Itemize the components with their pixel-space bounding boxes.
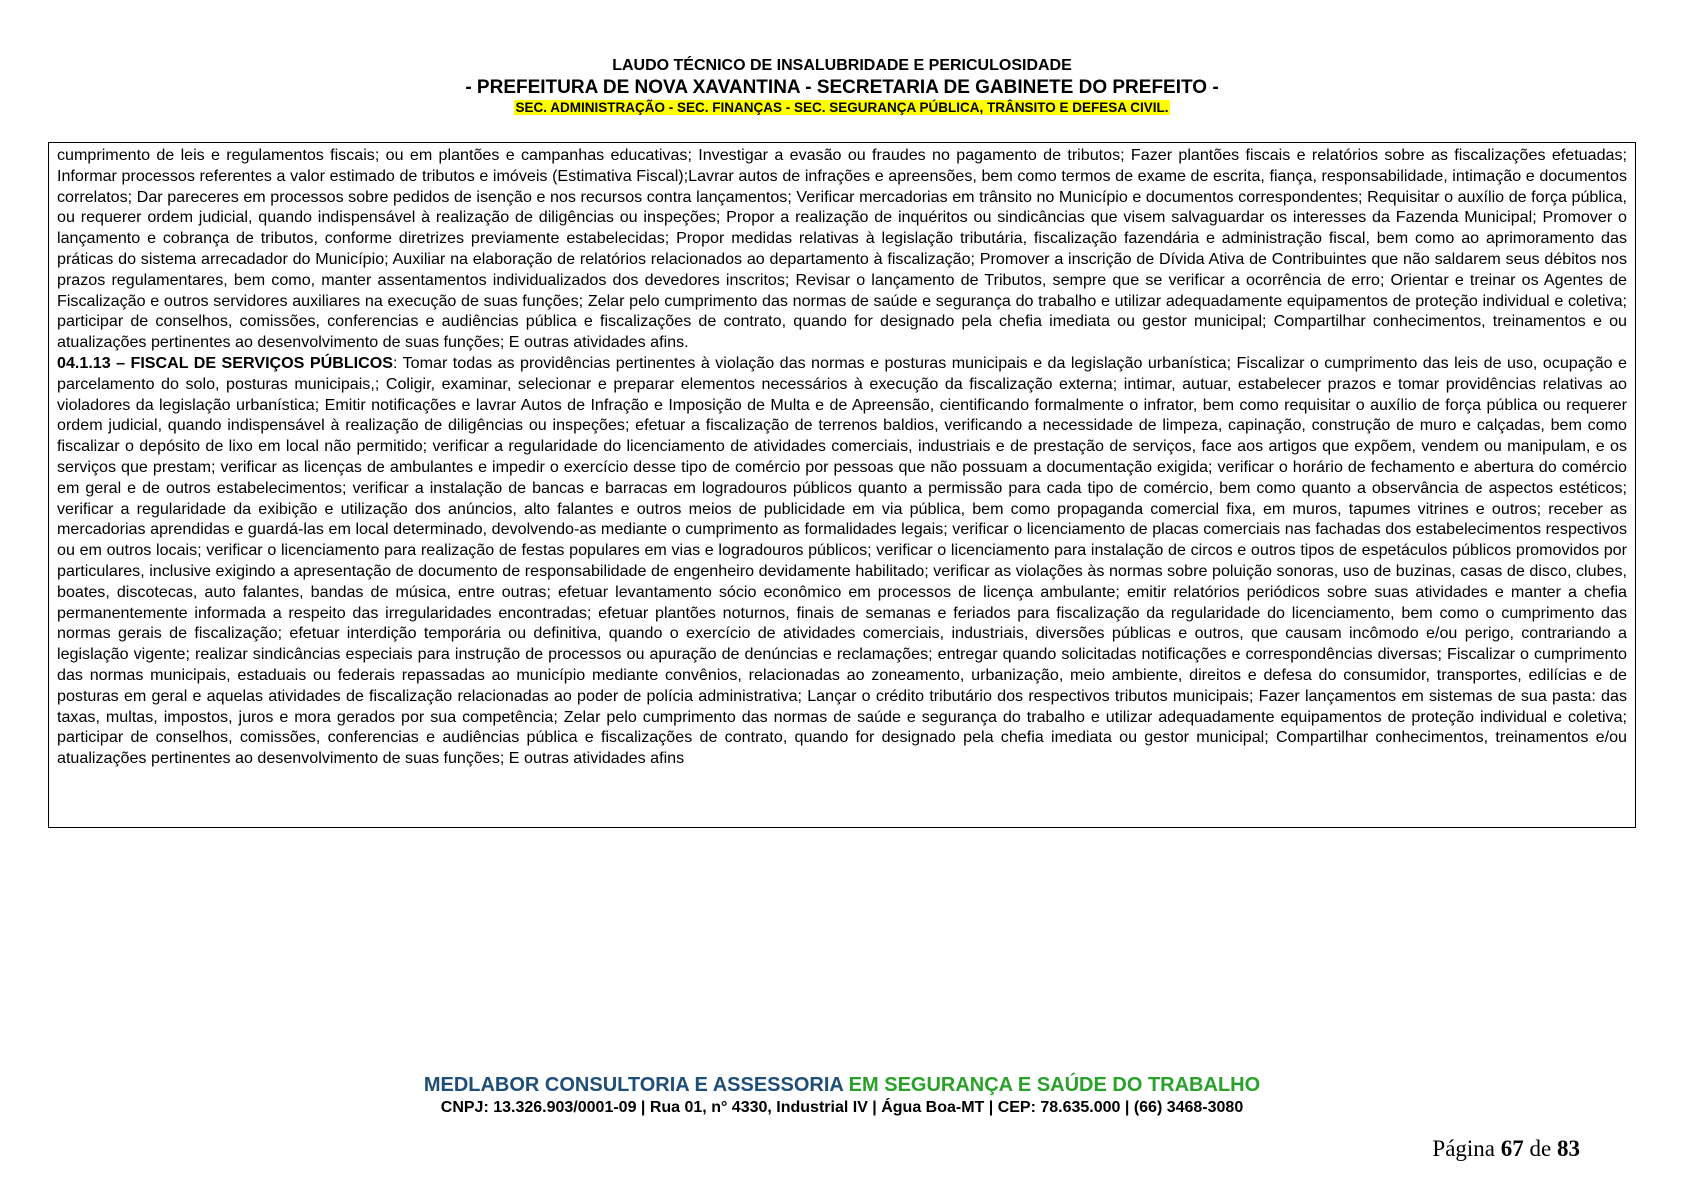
- section-title: 04.1.13 – FISCAL DE SERVIÇOS PÚBLICOS: [57, 353, 394, 372]
- company-address: CNPJ: 13.326.903/0001-09 | Rua 01, n° 4330, Industrial IV | Água Boa-MT | CEP: 78.635.000 | (66) 3468-3080: [440, 1099, 1244, 1116]
- document-title: LAUDO TÉCNICO DE INSALUBRIDADE E PERICULOSIDADE: [612, 57, 1072, 74]
- page-total: 83: [1557, 1136, 1580, 1161]
- company-name-part2: EM SEGURANÇA E SAÚDE DO TRABALHO: [843, 1074, 1261, 1096]
- document-footer: [0, 1073, 1684, 1119]
- section-paragraph: [57, 353, 1627, 769]
- company-name: [0, 1073, 1684, 1097]
- page-current: 67: [1500, 1136, 1524, 1161]
- paragraph-continuation: cumprimento de leis e regulamentos fiscais; ou em plantões e campanhas educativas; Investigar a evasão ou fraudes no pagamento de tributos; Fazer plantões fiscais e relatórios sobre as fiscalizações efetuadas; Informar processos referentes a valor estimado de tributos e imóveis (Estimativa Fiscal);Lavrar autos de infrações e apreensões, bem como termos de exame de escrita, fiança, responsabilidade, intimação e documentos correlatos; Dar pareceres em processos sobre pedidos de isenção e nos recursos contra lançamentos; Verificar mercadorias em trânsito no Município e documentos correspondentes; Requisitar o auxílio de força pública, ou requerer ordem judicial, quando indispensável à realização de diligências ou inspeções; Propor a realização de inquéritos ou sindicâncias que visem salvaguardar os interesses da Fazenda Municipal; Promover o lançamento e cobrança de tributos, conforme diretrizes previamente estabelecidas; Propor medidas relativas à legislação tributária, fiscalização fazendária e administração fiscal, bem como ao aprimoramento das práticas do sistema arrecadador do Município; Auxiliar na elaboração de relatórios relacionados ao departamento à fiscalização; Promover a inscrição de Dívida Ativa de Contribuintes que não saldarem seus débitos nos prazos regulamentares, bem como, manter assentamentos individualizados dos devedores inscritos; Revisar o lançamento de Tributos, sempre que se verificar a ocorrência de erro; Orientar e treinar os Agentes de Fiscalização e outros servidores auxiliares na execução de suas funções; Zelar pelo cumprimento das normas de saúde e segurança do trabalho e utilizar adequadamente equipamentos de proteção individual e coletiva; participar de conselhos, comissões, conferencias e audiências pública e fiscalizações de contrato, quando for designado pela chefia imediata ou gestor municipal; Compartilhar conhecimentos, treinamentos e ou atualizações pertinentes ao desenvolvimento de suas funções; E outras atividades afins.: [57, 146, 1627, 352]
- department-line: [0, 99, 1684, 117]
- content-box: [48, 142, 1636, 828]
- company-name-part1: MEDLABOR CONSULTORIA E ASSESSORIA: [423, 1074, 844, 1096]
- page-of: de: [1523, 1136, 1557, 1161]
- section-text: : Tomar todas as providências pertinentes à violação das normas e posturas municipais e da legislação urbanística; Fiscalizar o cumprimento das leis de uso, ocupação e parcelamento do solo, posturas municipais,; Coligir, examinar, selecionar e preparar elementos necessários à execução da fiscalização externa; intimar, autuar, estabelecer prazos e tomar providências relativas ao violadores da legislação urbanística; Emitir notificações e lavrar Autos de Infração e Imposição de Multa e de Apreensão, cientificando formalmente o infrator, bem como requisitar o auxílio de força pública ou requerer ordem judicial, quando indispensável à realização de diligências ou inspeções; efetuar a fiscalização de terrenos baldios, verificando a necessidade de limpeza, capinação, construção de muro e calçadas, bem como fiscalizar o depósito de lixo em local não permitido; verificar a regularidade do licenciamento de atividades comerciais, industriais e de prestação de serviços, face aos artigos que expõem, vendem ou manipulam, e os serviços que prestam; verificar as licenças de ambulantes e impedir o exercício desse tipo de comércio por pessoas que não possuam a documentação exigida; verificar o horário de fechamento e abertura do comércio em geral e de outros estabelecimentos; verificar a instalação de bancas e barracas em logradouros públicos quanto a permissão para cada tipo de comércio, bem como quanto a observância de aspectos estéticos; verificar a regularidade da exibição e utilização dos anúncios, alto falantes e outros meios de publicidade em via pública, bem como propaganda comercial fixa, em muros, tapumes vitrines e outros; receber as mercadorias aprendidas e guardá-las em local determinado, devolvendo-as mediante o cumprimento as formalidades legais; verificar o licenciamento de placas comerciais nas fachadas dos estabelecimentos respectivos ou em outros locais; verificar o licenciamento para realização de festas populares em vias e logradouros públicos; verificar o licenciamento para instalação de circos e outros tipos de espetáculos públicos promovidos por particulares, inclusive exigindo a apresentação de documento de responsabilidade de engenheiro devidamente habilitado; verificar as violações às normas sobre poluição sonoras, uso de buzinas, casas de disco, clubes, boates, discotecas, auto falantes, bandas de música, entre outras; efetuar levantamento sócio econômico em processos de licença ambulante; emitir relatórios periódicos sobre suas atividades e manter a chefia permanentemente informada a respeito das irregularidades encontradas; efetuar plantões noturnos, finais de semanas e feriados para fiscalização da regularidade do licenciamento, bem como o cumprimento das normas gerais de fiscalização; efetuar interdição temporária ou definitiva, quando o exercício de atividades comerciais, industriais, diversões públicas e outros, que causam incômodo e/ou perigo, contrariando a legislação vigente; realizar sindicâncias especiais para instrução de processos ou apuração de denúncias e reclamações; entregar quando solicitadas notificações e correspondências diversas; Fiscalizar o cumprimento das normas municipais, estaduais ou federais repassadas ao município mediante convênios, relacionadas ao zoneamento, urbanização, meio ambiente, direitos e defesa do consumidor, transportes, edilícias e de posturas em geral e aquelas atividades de fiscalização relacionadas ao poder de polícia administrativa; Lançar o crédito tributário dos respectivos tributos municipais; Fazer lançamentos em sistemas de sua pasta: das taxas, multas, impostos, juros e mora gerados por sua competência; Zelar pelo cumprimento das normas de saúde e segurança do trabalho e utilizar adequadamente equipamentos de proteção individual e coletiva; participar de conselhos, comissões, conferencias e audiências pública e fiscalizações de contrato, quando for designado pela chefia imediata ou gestor municipal; Compartilhar conhecimentos, treinamentos e/ou atualizações pertinentes ao desenvolvimento de suas funções; E outras atividades afins: [57, 353, 1628, 768]
- document-subtitle: - PREFEITURA DE NOVA XAVANTINA - SECRETARIA DE GABINETE DO PREFEITO -: [465, 77, 1219, 98]
- page-label: Página: [1432, 1136, 1501, 1161]
- document-header: [0, 56, 1684, 117]
- department-highlight: SEC. ADMINISTRAÇÃO - SEC. FINANÇAS - SEC. SEGURANÇA PÚBLICA, TRÂNSITO E DEFESA CIVIL.: [515, 100, 1169, 115]
- page-number: [1380, 1136, 1580, 1162]
